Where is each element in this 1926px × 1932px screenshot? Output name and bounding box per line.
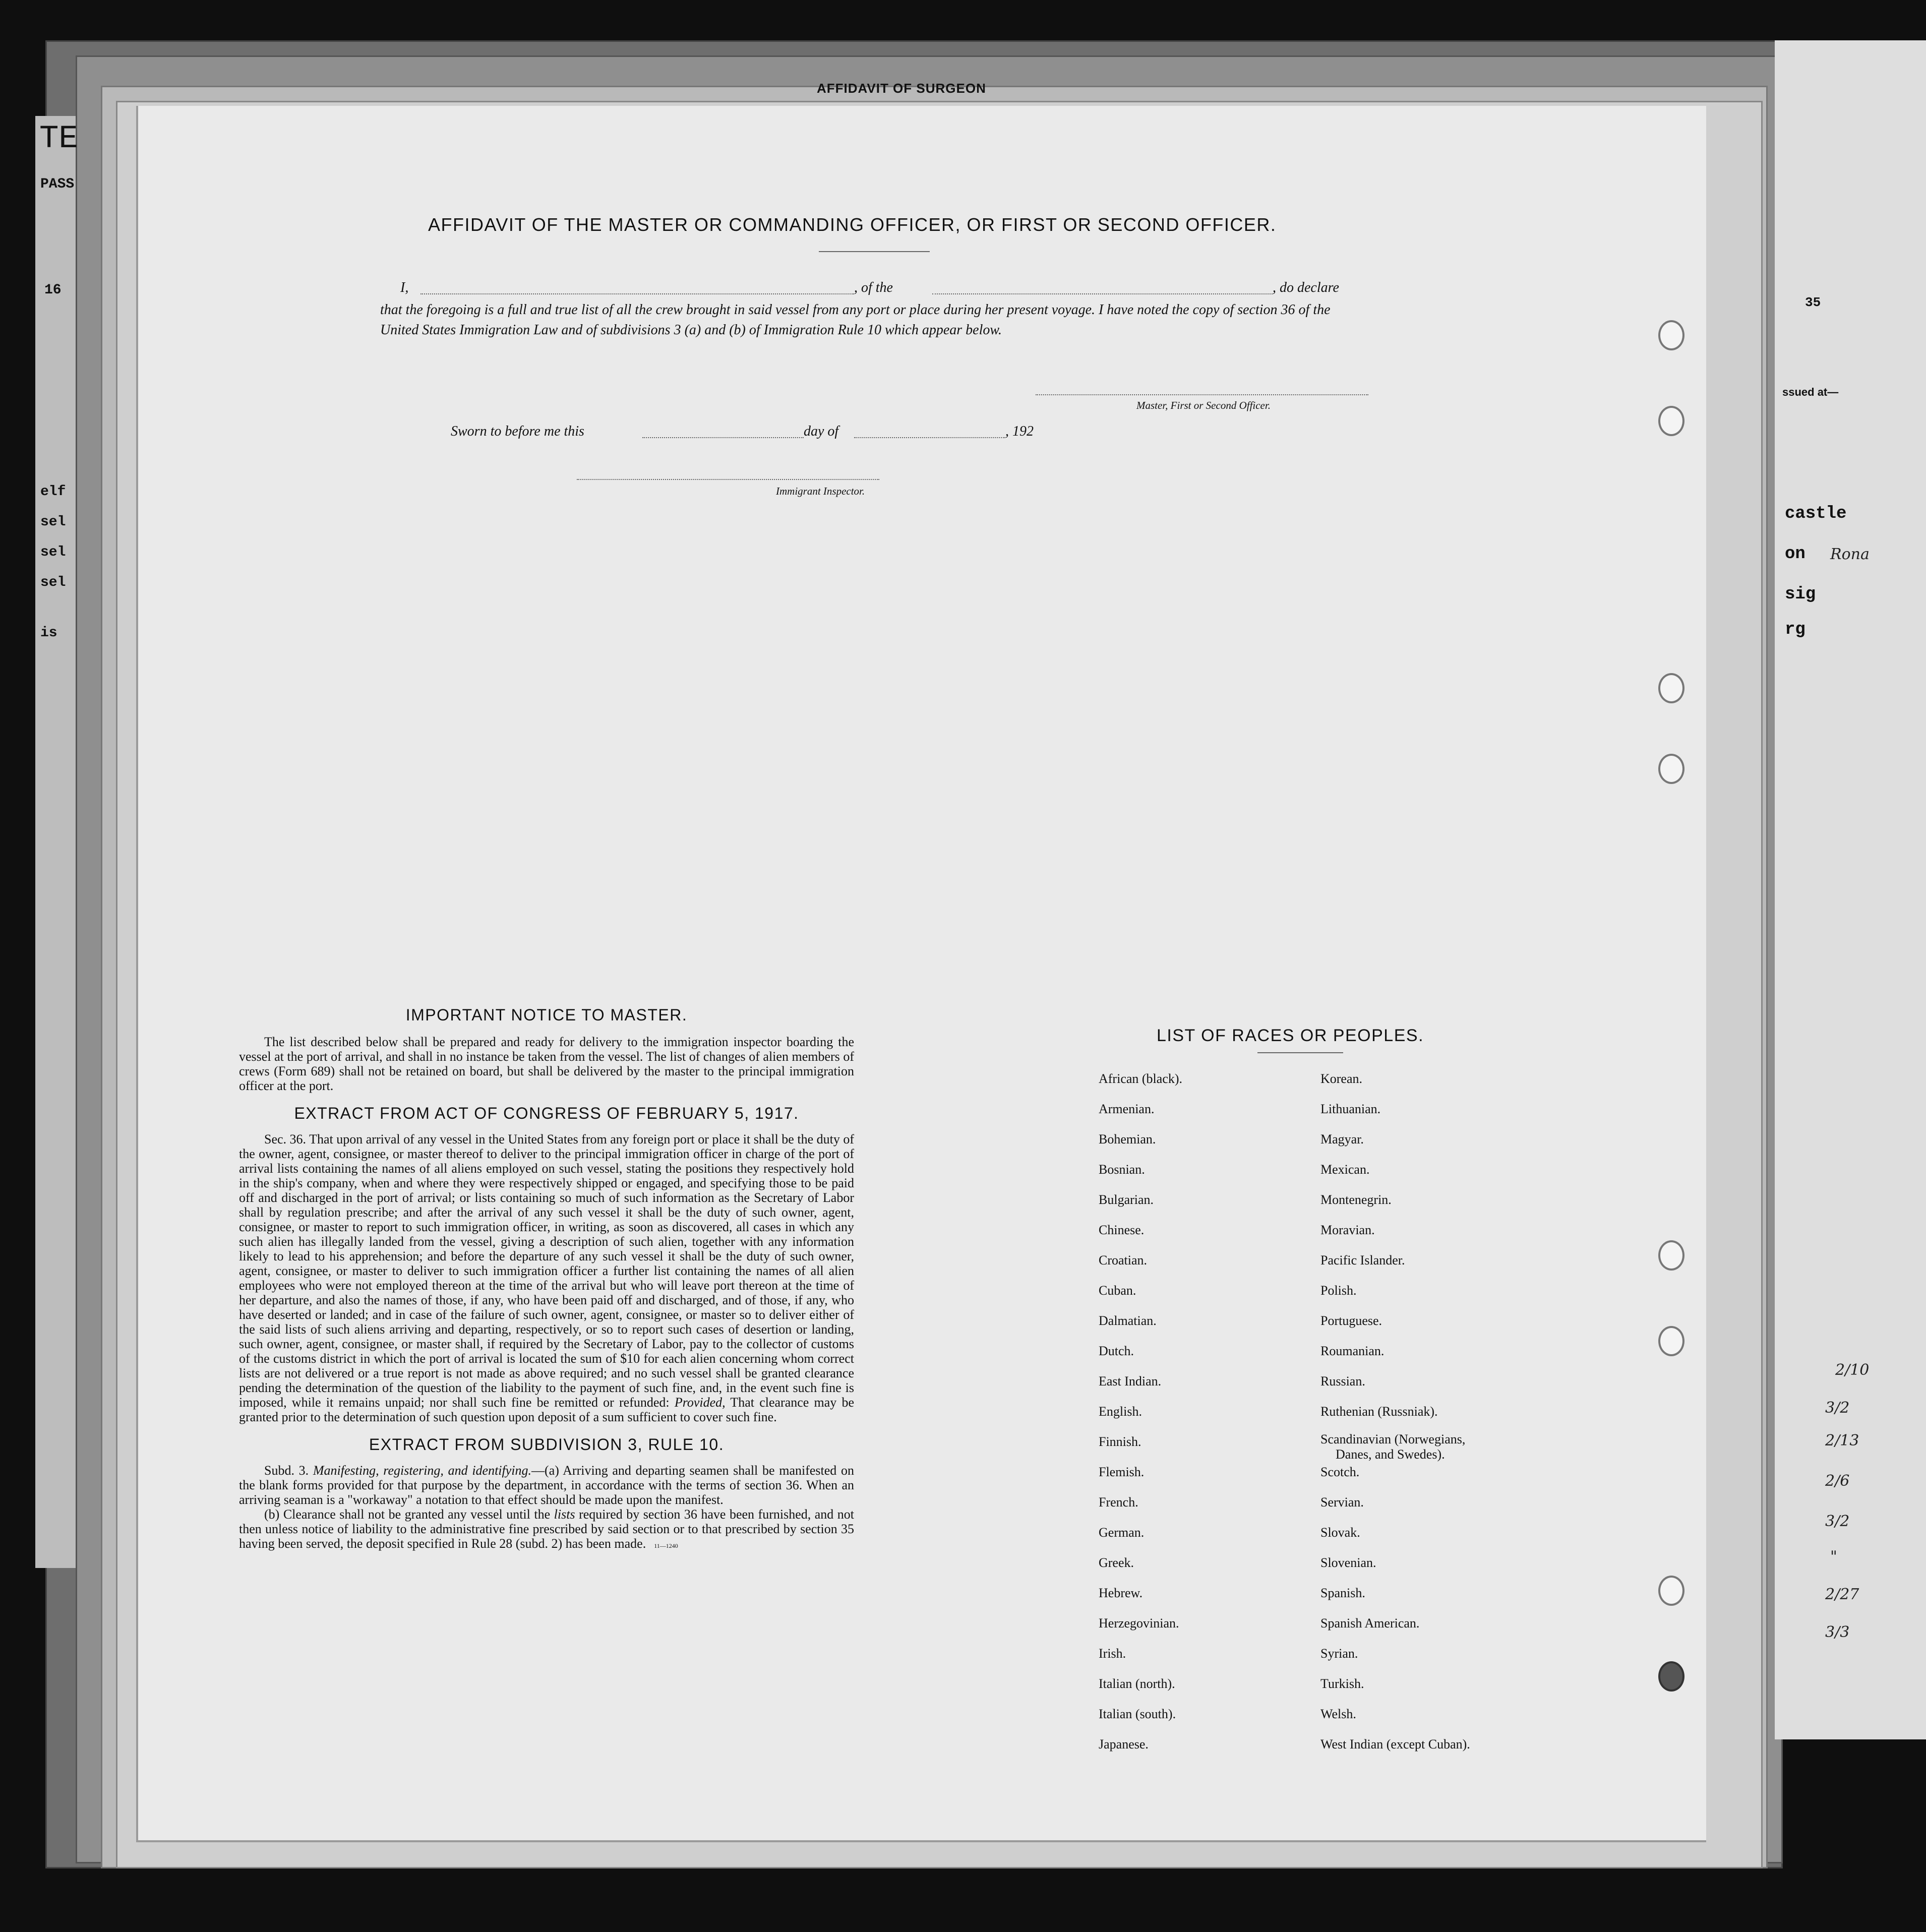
race-item: Lithuanian. — [1320, 1102, 1381, 1116]
right-edge-text: castle — [1785, 504, 1847, 523]
handwritten-note: 2/27 — [1825, 1586, 1859, 1603]
race-item: Bohemian. — [1099, 1132, 1156, 1146]
signature-label: Master, First or Second Officer. — [1136, 399, 1271, 411]
subd-b-body: required by section 36 have been furnished, and not then unless notice of liability to the administrative fine prescribed by said section or to that prescribed by section 35 having been served, the deposit specified in Rule 28 (subd. 2) has been made. — [239, 1507, 855, 1551]
race-item: Armenian. — [1099, 1102, 1155, 1116]
race-item: Polish. — [1320, 1283, 1357, 1298]
race-item: Russian. — [1320, 1374, 1365, 1388]
sec-36-end: That clearance may be granted prior to the determination of such question upon deposit of a sum sufficient to cover such fine. — [239, 1395, 855, 1424]
left-fragment: PASS — [40, 176, 75, 192]
sworn-day-of: day of — [804, 424, 839, 439]
race-item: German. — [1099, 1525, 1145, 1540]
punch-hole — [1658, 1576, 1684, 1606]
notice-text — [239, 1035, 854, 1093]
race-item: Bulgarian. — [1099, 1192, 1154, 1207]
race-item: Portuguese. — [1320, 1313, 1382, 1328]
subd-b-pre: Clearance shall not be granted any vessel until the — [283, 1507, 551, 1522]
race-item: Cuban. — [1099, 1283, 1136, 1298]
race-item: Roumanian. — [1320, 1344, 1385, 1358]
affidavit-i: I, — [400, 280, 409, 295]
right-edge-text: 35 — [1805, 295, 1821, 310]
right-edge-text: sig — [1785, 585, 1816, 604]
subd-a-text — [239, 1463, 854, 1507]
sworn-month-blank — [854, 437, 1005, 438]
left-fragment: sel — [40, 545, 66, 560]
races-title: LIST OF RACES OR PEOPLES. — [1157, 1026, 1424, 1045]
left-fragment: sel — [40, 575, 66, 590]
form-code: 11—1240 — [654, 1542, 678, 1549]
race-item: Finnish. — [1099, 1434, 1141, 1449]
race-item: Spanish. — [1320, 1586, 1365, 1600]
race-item: Korean. — [1320, 1071, 1363, 1086]
inspector-label: Immigrant Inspector. — [776, 485, 865, 497]
races-rule — [1257, 1052, 1343, 1053]
underlying-left-strip — [35, 116, 76, 1568]
race-item: Irish. — [1099, 1646, 1126, 1661]
punch-hole — [1658, 754, 1684, 784]
notice-section — [239, 1006, 854, 1553]
race-item: Pacific Islander. — [1320, 1253, 1405, 1267]
race-item: Bosnian. — [1099, 1162, 1145, 1177]
race-item: Scandinavian (Norwegians, — [1320, 1432, 1466, 1446]
sec-label: Sec. 36. — [264, 1132, 307, 1146]
race-item: Flemish. — [1099, 1465, 1145, 1479]
name-blank — [420, 293, 854, 294]
signature-blank — [1036, 394, 1368, 395]
race-item: French. — [1099, 1495, 1138, 1510]
race-item: Croatian. — [1099, 1253, 1148, 1267]
notice-title: IMPORTANT NOTICE TO MASTER. — [405, 1006, 688, 1024]
title-rule — [819, 251, 930, 252]
race-item: West Indian (except Cuban). — [1320, 1737, 1470, 1752]
left-fragment: is — [40, 625, 57, 641]
race-item: Magyar. — [1320, 1132, 1364, 1146]
punch-hole — [1658, 1326, 1684, 1356]
race-item: Mexican. — [1320, 1162, 1370, 1177]
extract-rule-title: EXTRACT FROM SUBDIVISION 3, RULE 10. — [369, 1435, 725, 1454]
inspector-blank — [577, 479, 879, 480]
left-fragment: sel — [40, 514, 66, 530]
sworn-year: , 192 — [1005, 424, 1034, 439]
race-item: Slovenian. — [1320, 1555, 1376, 1570]
race-item: Ruthenian (Russniak). — [1320, 1404, 1438, 1419]
extract-act-title: EXTRACT FROM ACT OF CONGRESS OF FEBRUARY 5, 1917. — [294, 1104, 799, 1122]
subd-b-lists: lists — [554, 1507, 575, 1522]
handwritten-note: 3/3 — [1825, 1623, 1850, 1641]
handwritten-note: 2/6 — [1825, 1472, 1850, 1490]
punch-hole — [1658, 673, 1684, 703]
extract-act-text — [239, 1132, 854, 1424]
race-item: Hebrew. — [1099, 1586, 1143, 1600]
right-edge-text: rg — [1785, 620, 1805, 639]
race-item: Dutch. — [1099, 1344, 1134, 1358]
race-item: English. — [1099, 1404, 1142, 1419]
left-fragment: TE — [39, 121, 78, 157]
notice-body: The list described below shall be prepared and ready for delivery to the immigration inspector boarding the vessel at the port of arrival, and shall in no instance be taken from the vessel. The list of changes of alien members of crews (Form 689) shall not be retained on board, but shall be delivered by the master to the principal immigration officer at the port. — [239, 1035, 854, 1093]
handwritten-note: 2/10 — [1835, 1361, 1870, 1379]
provided-word: Provided, — [674, 1395, 726, 1410]
subd-label: Subd. 3. — [264, 1463, 309, 1478]
handwritten-note: 3/2 — [1825, 1513, 1850, 1530]
subd-a-marker: —(a) — [531, 1463, 559, 1478]
race-item: Italian (south). — [1099, 1707, 1176, 1721]
race-item: Turkish. — [1320, 1676, 1364, 1691]
race-item: Chinese. — [1099, 1223, 1145, 1237]
left-fragment: 16 — [44, 282, 62, 298]
handwritten-note: 2/13 — [1825, 1432, 1859, 1450]
document-page — [136, 106, 1706, 1842]
subd-b-marker: (b) — [264, 1507, 280, 1522]
race-item: Slovak. — [1320, 1525, 1360, 1540]
handwritten-note: 3/2 — [1825, 1399, 1850, 1417]
affidavit-declaration: that the foregoing is a full and true list of all the crew brought in said vessel from any port or place during her present voyage. I have noted the copy of section 36 of the United States Immigration Law and of subdivisions 3 (a) and (b) of Immigration Rule 10 which appear below. — [380, 302, 1331, 338]
race-item: Montenegrin. — [1320, 1192, 1392, 1207]
affidavit-title: AFFIDAVIT OF THE MASTER OR COMMANDING OFFICER, OR FIRST OR SECOND OFFICER. — [428, 214, 1277, 235]
sworn-prefix: Sworn to before me this — [451, 424, 584, 439]
race-item: Dalmatian. — [1099, 1313, 1157, 1328]
race-item: Welsh. — [1320, 1707, 1356, 1721]
right-edge-text: on — [1785, 545, 1805, 564]
affidavit-declare: , do declare — [1273, 280, 1339, 295]
race-item: Japanese. — [1099, 1737, 1149, 1752]
race-item: Herzegovinian. — [1099, 1616, 1179, 1631]
punch-hole — [1658, 1240, 1684, 1271]
race-item: African (black). — [1099, 1071, 1183, 1086]
underlying-right-sheet — [1775, 40, 1926, 1739]
race-item: Servian. — [1320, 1495, 1364, 1510]
race-item: Italian (north). — [1099, 1676, 1175, 1691]
handwritten-note: " — [1830, 1548, 1837, 1565]
punch-hole — [1658, 320, 1684, 350]
race-item: Spanish American. — [1320, 1616, 1420, 1631]
race-item: Syrian. — [1320, 1646, 1358, 1661]
subd-a-body: Arriving and departing seamen shall be manifested on the blank forms provided for that purpose by the department, in accordance with the terms of section 36. When an arriving seaman is a "workaway" a notation to that effect should be made upon the manifest. — [239, 1463, 854, 1507]
vessel-blank — [932, 293, 1273, 294]
race-item: Moravian. — [1320, 1223, 1375, 1237]
underlying-sheet-title: AFFIDAVIT OF SURGEON — [817, 81, 986, 96]
affidavit-of-the: , of the — [854, 280, 893, 295]
right-edge-text: ssued at— — [1782, 386, 1839, 398]
handwritten-note: Rona — [1830, 546, 1870, 563]
subd-heading: Manifesting, registering, and identifying. — [313, 1463, 532, 1478]
race-item: East Indian. — [1099, 1374, 1162, 1388]
race-item: Danes, and Swedes). — [1336, 1447, 1445, 1462]
race-item: Scotch. — [1320, 1465, 1360, 1479]
race-item: Greek. — [1099, 1555, 1134, 1570]
left-fragment: elf — [40, 484, 66, 500]
sec-36-text: That upon arrival of any vessel in the United States from any foreign port or place it shall be the duty of the owner, agent, consignee, or master thereof to deliver to the principal immigration officer in charge of the port of arrival lists containing the names of all aliens employed on such vessel, stating the positions they respectively hold in the ship's company, when and where they were respectively shipped or engaged, and specifying those to be paid off and discharged in the port of arrival; or lists containing so much of such information as the Secretary of Labor shall by regulation prescribe; and after the arrival of any such vessel it shall be the duty of such owner, agent, consignee, or master to report to such immigration officer, in writing, as soon as discovered, all cases in which any such alien has illegally landed from the vessel, giving a description of such alien, together with any information likely to lead to his apprehension; and before the departure of any such vessel it shall be the duty of such owner, agent, consignee, or master to deliver to such immigration officer a further list containing the names of all alien employees who were not employed thereon at the time of the arrival but who will leave port thereon at the time of her departure, and also the names of those, if any, who have been paid off and discharged, and of those, if any, who have deserted or landed; and in case of the failure of such owner, agent, consignee, or master so to deliver either of the said lists of such aliens arriving and departing, respectively, or so to report such cases of desertion or landing, such owner, agent, consignee, or master shall, if required by the Secretary of Labor, pay to the collector of customs of the customs district in which the port of arrival is located the sum of $10 for each alien concerning whom correct lists are not delivered or a true report is not made as above required; and no such vessel shall be granted clearance pending the determination of the question of the liability to the payment of such fine, and, in the event such fine is imposed, while it remains unpaid; nor shall such fine be remitted or refunded: — [239, 1132, 855, 1410]
sworn-day-blank — [642, 437, 804, 438]
subd-b-text — [239, 1507, 854, 1553]
punch-hole — [1658, 406, 1684, 436]
punch-hole — [1658, 1661, 1684, 1692]
